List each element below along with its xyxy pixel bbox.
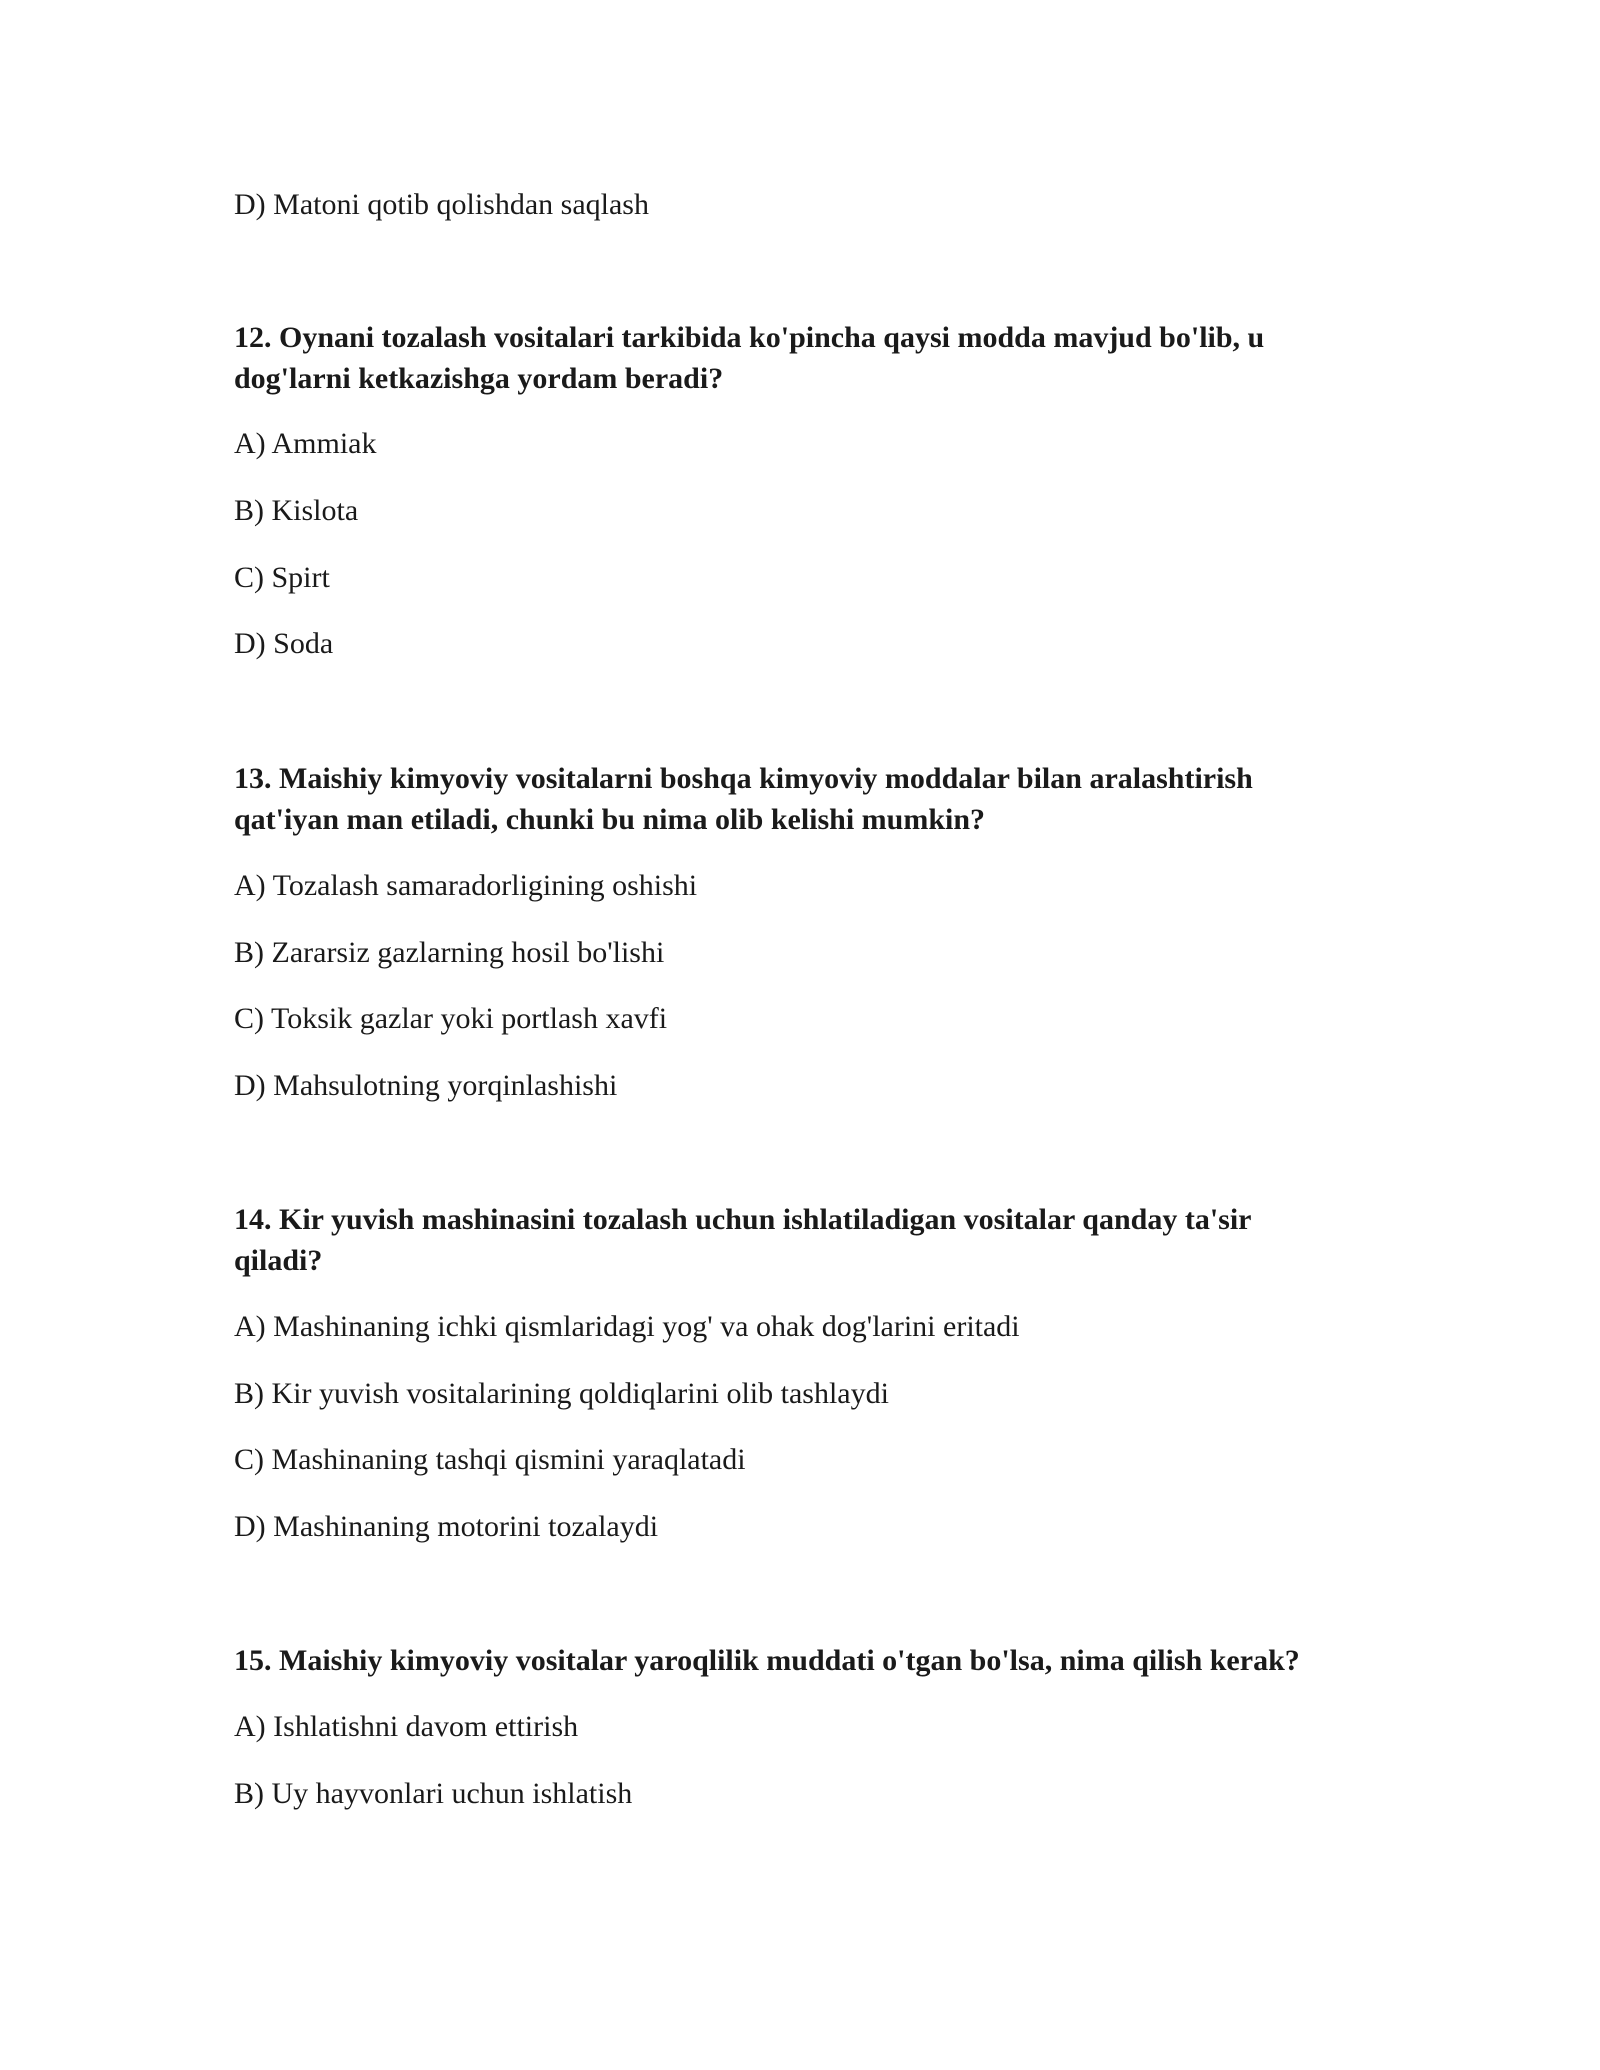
option-12-a: A) Ammiak xyxy=(234,427,377,460)
option-15-a: A) Ishlatishni davom ettirish xyxy=(234,1710,579,1743)
question-14-text-line-2: qiladi? xyxy=(234,1244,323,1277)
question-12-text-line-1: 12. Oynani tozalash vositalari tarkibida ko'pincha qaysi modda mavjud bo'lib, u xyxy=(234,321,1265,354)
question-12-text-line-2: dog'larni ketkazishga yordam beradi? xyxy=(234,362,724,395)
option-13-c: C) Toksik gazlar yoki portlash xavfi xyxy=(234,1002,668,1035)
option-14-a: A) Mashinaning ichki qismlaridagi yog' va ohak dog'larini eritadi xyxy=(234,1310,1020,1343)
option-14-d: D) Mashinaning motorini tozalaydi xyxy=(234,1510,659,1543)
option-12-c: C) Spirt xyxy=(234,561,330,594)
question-15-text-line-1: 15. Maishiy kimyoviy vositalar yaroqlilik muddati o'tgan bo'lsa, nima qilish kerak? xyxy=(234,1644,1300,1677)
question-14-text-line-1: 14. Kir yuvish mashinasini tozalash uchun ishlatiladigan vositalar qanday ta'sir xyxy=(234,1203,1252,1236)
option-13-b: B) Zararsiz gazlarning hosil bo'lishi xyxy=(234,936,665,969)
option-12-b: B) Kislota xyxy=(234,494,359,527)
question-13-text-line-2: qat'iyan man etiladi, chunki bu nima olib kelishi mumkin? xyxy=(234,803,986,836)
option-13-d: D) Mahsulotning yorqinlashishi xyxy=(234,1069,618,1102)
question-13-text-line-1: 13. Maishiy kimyoviy vositalarni boshqa kimyoviy moddalar bilan aralashtirish xyxy=(234,762,1253,795)
option-15-b: B) Uy hayvonlari uchun ishlatish xyxy=(234,1777,633,1810)
option-14-b: B) Kir yuvish vositalarining qoldiqlarini olib tashlaydi xyxy=(234,1377,889,1410)
option-12-d: D) Soda xyxy=(234,627,334,660)
option-11-d: D) Matoni qotib qolishdan saqlash xyxy=(234,188,649,221)
option-13-a: A) Tozalash samaradorligining oshishi xyxy=(234,869,698,902)
option-14-c: C) Mashinaning tashqi qismini yaraqlatadi xyxy=(234,1443,746,1476)
